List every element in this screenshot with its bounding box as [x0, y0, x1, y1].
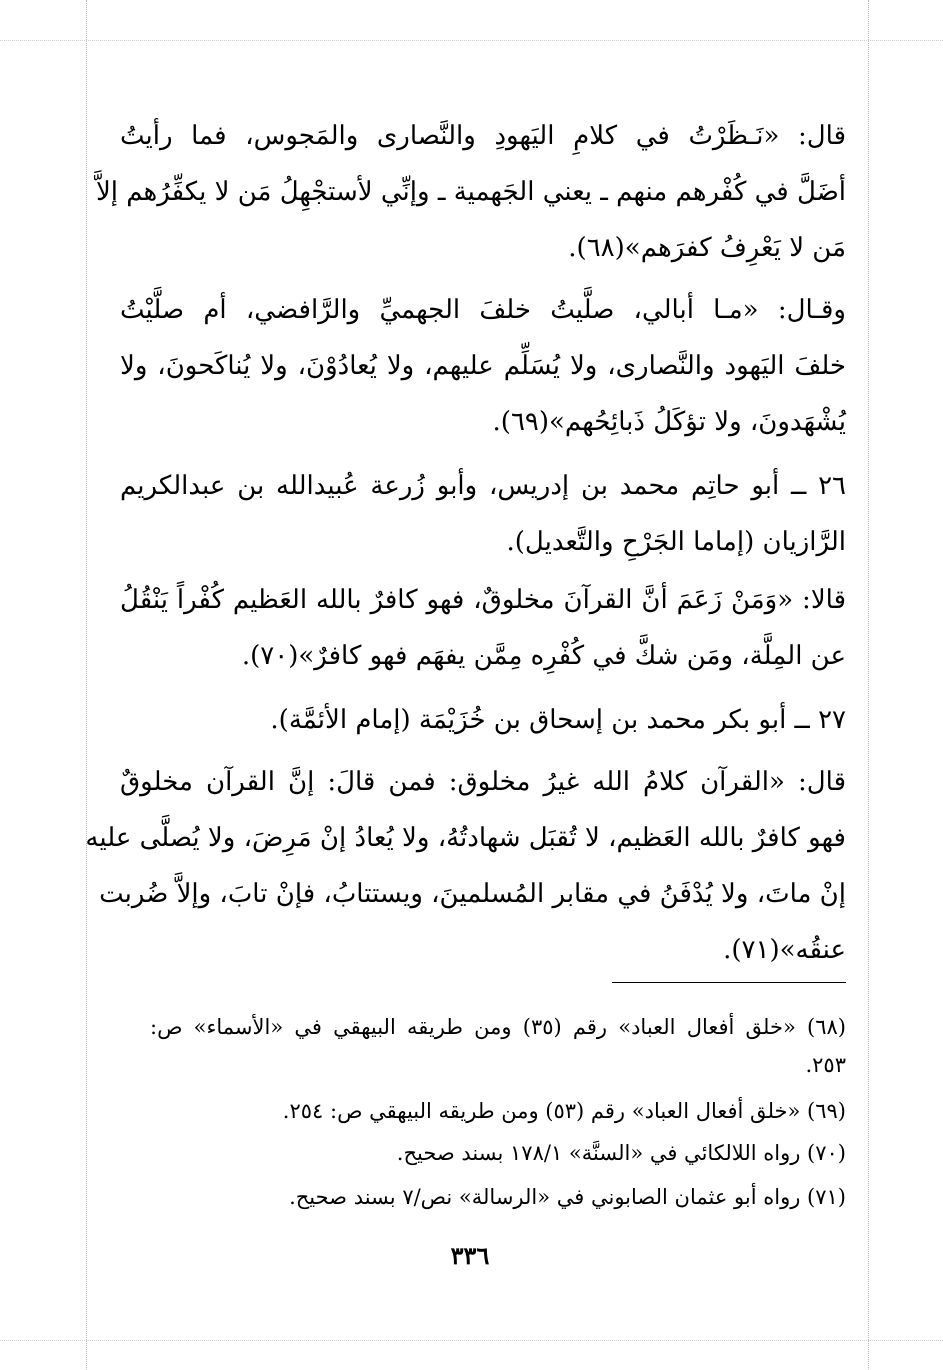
text-line: أضَلَّ في كُفْرهم منهم ـ يعني الجَهمية ـ وإنِّي لأستجْهِلُ مَن لا يكفِّرُهم إلاَّ [95, 177, 846, 207]
scan-edge-right [868, 0, 869, 1370]
text-line: وقـال: «مـا أبالي، صلَّيتُ خلفَ الجهميِّ والرَّافضي، أم صلَّيْتُ [120, 295, 846, 325]
paragraph-quote-2 [120, 282, 846, 450]
footnote-68 [150, 1008, 846, 1084]
text-line: قالا: «وَمَنْ زَعَمَ أنَّ القرآنَ مخلوقٌ، فهو كافرٌ بالله العَظيم كُفْراً يَنْقُلُ [120, 585, 846, 615]
paragraph-quote-4 [85, 754, 846, 978]
heading-entry-27 [120, 692, 846, 748]
text-line: ٢٦ ــ أبو حاتِم محمد بن إدريس، وأبو زُرعة عُبيدالله بن عبدالكريم [120, 471, 846, 501]
text-line: قال: «نَـظَرْتُ في كلامِ اليَهودِ والنَّصارى والمَجوس، فما رأيتُ [120, 121, 846, 151]
text-line: يُشْهَدونَ، ولا تؤكَلُ ذَبائِحُهم»(٦٩). [492, 407, 846, 437]
text-line: فهو كافرٌ بالله العَظيم، لا تُقبَل شهادتُهُ، ولا يُعادُ إنْ مَرِضَ، ولا يُصلَّى عليه [85, 823, 846, 853]
text-line: عنقُه»(٧١). [723, 935, 846, 965]
text-line: عن المِلَّة، ومَن شكَّ في كُفْرِه مِمَّن يفهَم فهو كافرٌ»(٧٠). [241, 641, 846, 671]
footnote-separator [612, 982, 846, 983]
scan-edge-bottom [0, 1340, 943, 1341]
text-line: الرَّازيان (إماما الجَرْحِ والتَّعديل). [506, 527, 846, 557]
page-number: ٣٣٦ [450, 1241, 490, 1270]
paragraph-quote-1 [95, 108, 846, 276]
paragraph-quote-3 [120, 572, 846, 684]
text-line: قال: «القرآن كلامُ الله غيرُ مخلوق: فمن قالَ: إنَّ القرآن مخلوقٌ [120, 767, 846, 797]
footnote-line: (٦٨) «خلق أفعال العباد» رقم (٣٥) ومن طريقه البيهقي في «الأسماء» ص: [150, 1015, 846, 1039]
footnote-69: (٦٩) «خلق أفعال العباد» رقم (٥٣) ومن طريقه البيهقي ص: ٢٥٤. [282, 1099, 846, 1123]
footnote-71: (٧١) رواه أبو عثمان الصابوني في «الرسالة» نص/٧ بسند صحيح. [289, 1185, 846, 1209]
text-line: ٢٧ ــ أبو بكر محمد بن إسحاق بن خُزَيْمَة (إمام الأئمَّة). [270, 705, 846, 735]
scan-edge-left [86, 0, 87, 1370]
heading-entry-26 [120, 458, 846, 570]
text-line: خلفَ اليَهود والنَّصارى، ولا يُسَلِّم عليهم، ولا يُعادُوْنَ، ولا يُناكَحونَ، ولا [120, 351, 846, 381]
text-line: إنْ ماتَ، ولا يُدْفَنُ في مقابر المُسلمينَ، ويستتابُ، فإنْ تابَ، وإلاَّ ضُربت [99, 879, 846, 909]
footnote-70: (٧٠) رواه اللالكائي في «السنَّة» ١٧٨/١ بسند صحيح. [396, 1141, 846, 1165]
text-line: مَن لا يَعْرِفُ كفرَهم»(٦٨). [568, 233, 846, 263]
scan-edge-top [0, 40, 943, 41]
footnote-line: ٢٥٣. [805, 1053, 846, 1077]
